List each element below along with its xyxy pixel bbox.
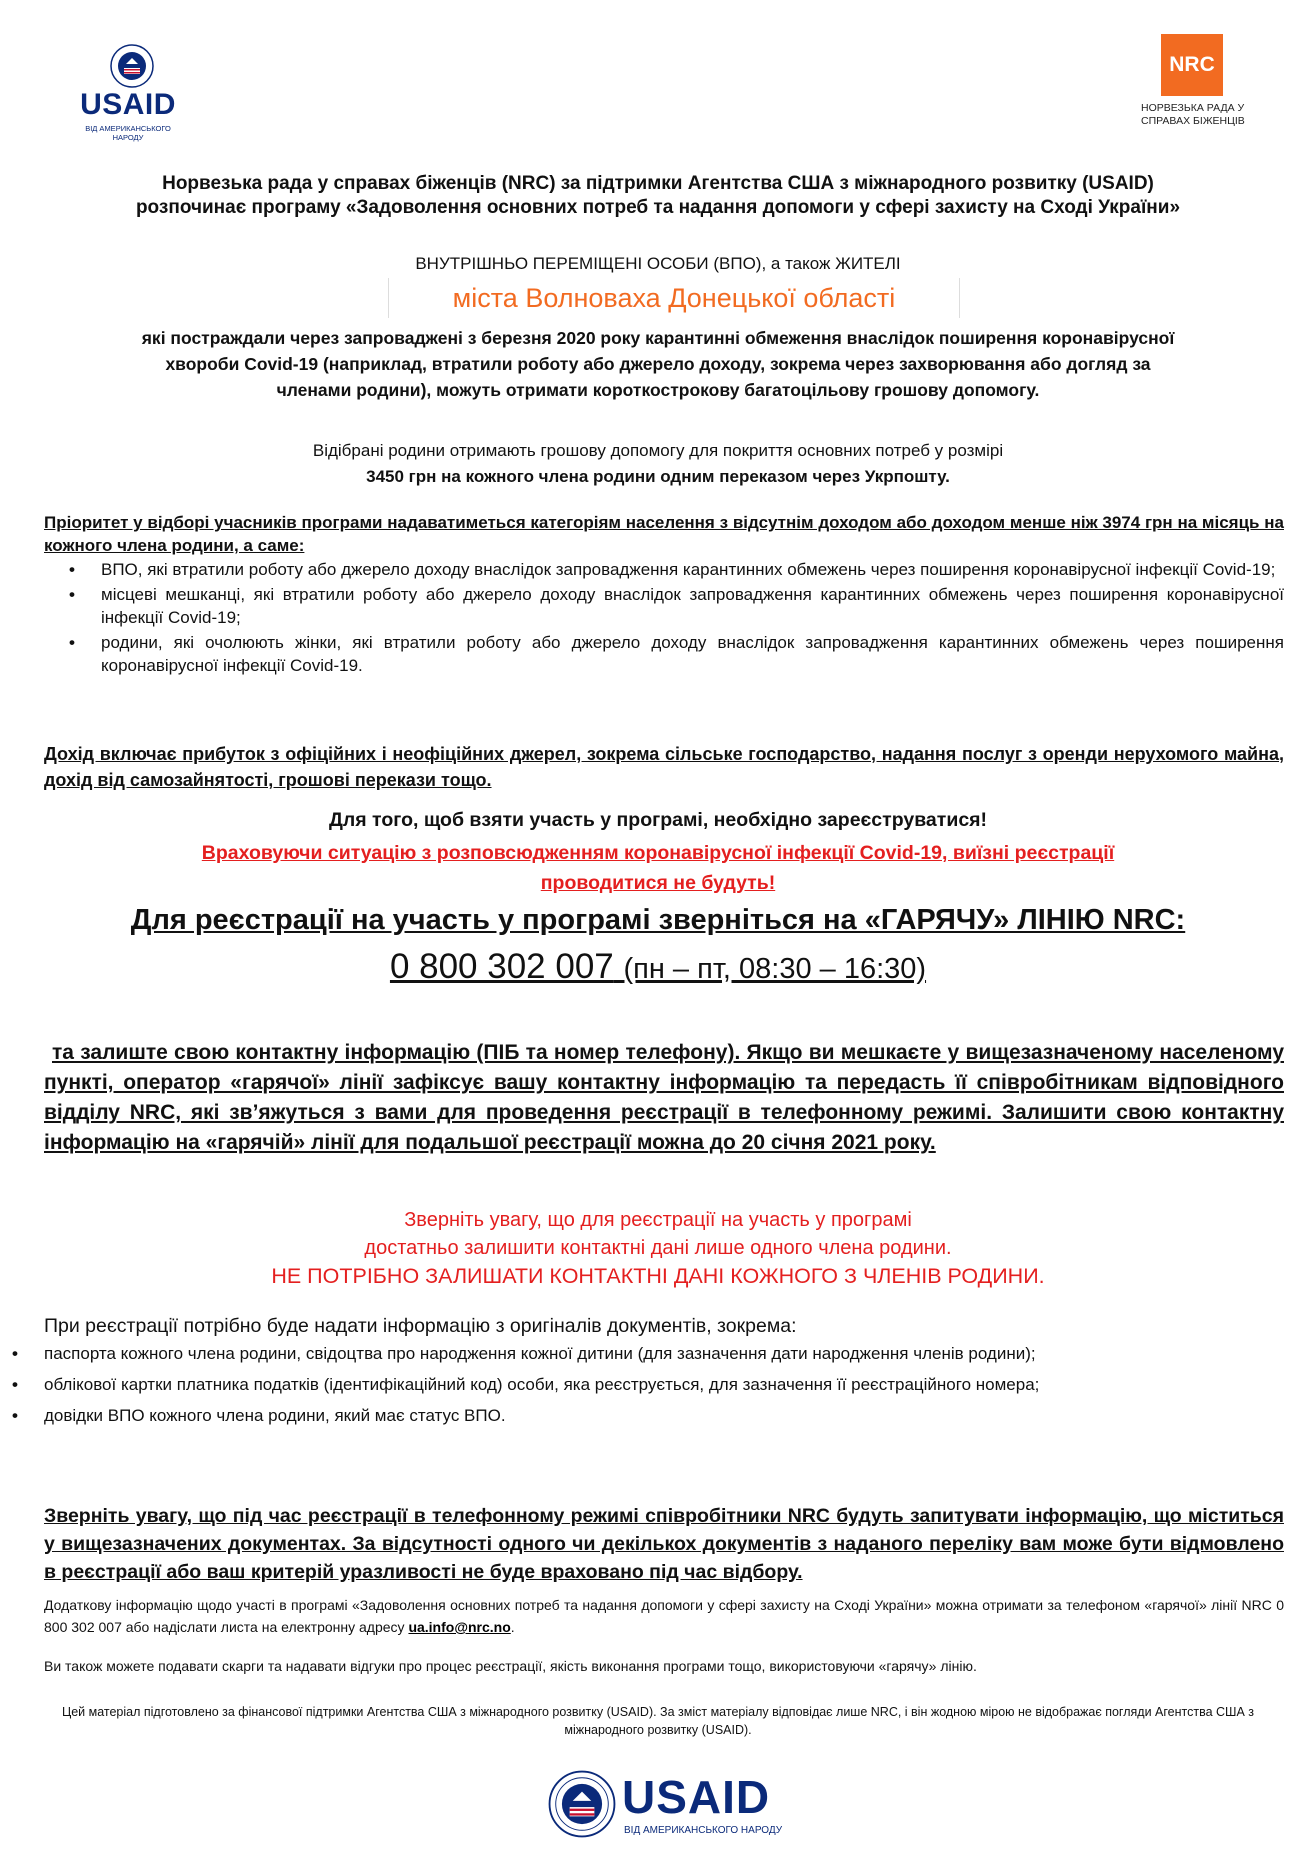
- usaid-logo-footer: [548, 1768, 783, 1848]
- additional-text: Додаткову інформацію щодо участі в програмі «Задоволення основних потреб та надання допомоги у сфері захисту на Сході України» можна отримати за телефоном «гарячої» лінії NRC 0 800 302 007 або надіслати листа на електронну адресу: [44, 1597, 1284, 1635]
- documents-section: [12, 1342, 1284, 1427]
- register-warning-line2: проводитися не будуть!: [540, 872, 776, 894]
- nrc-tagline-line1: НОРВЕЗЬКА РАДА У: [1141, 102, 1245, 114]
- documents-intro: При реєстрації потрібно буде надати інформацію з оригіналів документів, зокрема:: [44, 1315, 797, 1337]
- audience-description: [0, 325, 1316, 403]
- usaid-wordmark: USAID: [80, 88, 176, 121]
- usaid-footer-tagline: ВІД АМЕРИКАНСЬКОГО НАРОДУ: [624, 1825, 783, 1836]
- attention-line-3: НЕ ПОТРІБНО ЗАЛИШАТИ КОНТАКТНІ ДАНІ КОЖНОГО З ЧЛЕНІВ РОДИНИ.: [271, 1264, 1045, 1288]
- priority-list: [44, 558, 1284, 677]
- priority-intro: Пріоритет у відборі учасників програми надаватиметься категоріям населення з відсутнім доходом або доходом менше ніж 3974 грн на місяць на кожного члена родини, а саме:: [44, 513, 1284, 555]
- city-name: міста Волноваха Донецької області: [388, 278, 960, 318]
- complaints-note: Ви також можете подавати скарги та надавати відгуки про процес реєстрації, якість виконання програми тощо, використовуючи «гарячу» лінію.: [44, 1658, 977, 1674]
- register-warning-line1: Враховуючи ситуацію з розповсюдженням коронавірусної інфекції Covid-19, виїзні реєстрації: [201, 842, 1115, 864]
- priority-section: [44, 511, 1284, 677]
- audience-heading: ВНУТРІШНЬО ПЕРЕМІЩЕНІ ОСОБИ (ВПО), а також ЖИТЕЛІ: [415, 254, 901, 273]
- priority-item: • місцеві мешканці, які втратили роботу або джерело доходу внаслідок запровадження карантинних обмежень через поширення коронавірусної інфекції Covid-19;: [101, 583, 1284, 629]
- documents-item: • паспорта кожного члена родини, свідоцтва про народження кожної дитини (для зазначення дати народження членів родини);: [44, 1342, 1284, 1365]
- usaid-logo-top: [72, 44, 184, 142]
- header-line-1: Норвезька рада у справах біженців (NRC) за підтримки Агентства США з міжнародного розвитку (USAID): [162, 173, 1154, 194]
- phone-note: Зверніть увагу, що під час реєстрації в телефонному режимі співробітники NRC будуть запитувати інформацію, що міститься у вищезазначених документах. За відсутності одного чи декількох документів з наданого переліку вам може бути відмовлено в реєстрації або ваш критерій уразливості не буде враховано під час відбору.: [44, 1505, 1284, 1583]
- hotline-phone[interactable]: 0 800 302 007: [389, 947, 614, 986]
- usaid-seal-footer-icon: [548, 1770, 616, 1838]
- email-link[interactable]: ua.info@nrc.no: [408, 1619, 511, 1635]
- attention-block: [0, 1206, 1316, 1290]
- nrc-logo: NRC: [1161, 34, 1223, 96]
- hotline-hours: (пн – пт, 08:30 – 16:30): [623, 953, 927, 985]
- audience-line-2: які постраждали через запроваджені з березня 2020 року карантинні обмеження внаслідок поширення коронавірусної: [141, 328, 1175, 348]
- priority-item: • ВПО, які втратили роботу або джерело доходу внаслідок запровадження карантинних обмежень через поширення коронавірусної інфекції Covid-19;: [101, 558, 1284, 581]
- audience-line-4: членами родини), можуть отримати короткострокову багатоцільову грошову допомогу.: [276, 380, 1040, 400]
- documents-item: • довідки ВПО кожного члена родини, який має статус ВПО.: [44, 1404, 1284, 1427]
- register-warning: [0, 838, 1316, 898]
- nrc-tagline: [1141, 102, 1281, 128]
- hotline-title: Для реєстрації на участь у програмі зверніться на «ГАРЯЧУ» ЛІНІЮ NRC:: [130, 904, 1186, 936]
- additional-text-end: .: [510, 1619, 515, 1635]
- audience-line-3: хвороби Covid-19 (наприклад, втратили роботу або джерело доходу, зокрема через захворювання або догляд за: [165, 354, 1151, 374]
- contact-paragraph: та залиште свою контактну інформацію (ПІБ та номер телефону). Якщо ви мешкаєте у вищезазначеному населеному пункті, оператор «гарячої» лінії зафіксує вашу контактну інформацію та передасть її співробітникам відповідного відділу NRC, які зв’яжуться з вами для проведення реєстрації в телефонному режимі. Залишити свою контактну інформацію на «гарячій» лінії для подальшої реєстрації можна до 20 січня 2021 року.: [44, 1041, 1284, 1154]
- usaid-seal-icon: [110, 44, 154, 88]
- program-header: [0, 172, 1316, 220]
- amount-line-1: Відібрані родини отримають грошову допомогу для покриття основних потреб у розмірі: [312, 441, 1004, 460]
- documents-list: [12, 1342, 1284, 1427]
- attention-line-1: Зверніть увагу, що для реєстрації на участь у програмі: [404, 1209, 912, 1231]
- usaid-tagline: ВІД АМЕРИКАНСЬКОГО НАРОДУ: [85, 124, 171, 142]
- nrc-tagline-line2: СПРАВАХ БІЖЕНЦІВ: [1141, 115, 1245, 127]
- amount-block: [0, 438, 1316, 490]
- income-note: Дохід включає прибуток з офіційних і неофіційних джерел, зокрема сільське господарство, надання послуг з оренди нерухомого майна, дохід від самозайнятості, грошові перекази тощо.: [44, 744, 1284, 790]
- hotline-phone-line: [0, 944, 1316, 992]
- priority-item: • родини, які очолюють жінки, які втратили роботу або джерело доходу внаслідок запровадження карантинних обмежень через поширення коронавірусної інфекції Covid-19.: [101, 631, 1284, 677]
- usaid-footer-wordmark: USAID: [622, 1771, 771, 1823]
- attention-line-2: достатньо залишити контактні дані лише одного члена родини.: [364, 1237, 952, 1259]
- amount-line-2: 3450 грн на кожного члена родини одним переказом через Укрпошту.: [366, 467, 950, 486]
- disclaimer: Цей матеріал підготовлено за фінансової підтримки Агентства США з міжнародного розвитку (USAID). За зміст матеріалу відповідає лише NRC, і він жодною мірою не відображає погляди Агентства США з міжнародного розвитку (USAID).: [61, 1705, 1255, 1737]
- additional-info: [44, 1594, 1284, 1638]
- register-need: Для того, щоб взяти участь у програмі, необхідно зареєструватися!: [328, 809, 988, 831]
- header-line-2: розпочинає програму «Задоволення основних потреб та надання допомоги у сфері захисту на Сході України»: [135, 197, 1181, 218]
- documents-item: • облікової картки платника податків (ідентифікаційний код) особи, яка реєструється, для зазначення її реєстраційного номера;: [44, 1373, 1284, 1396]
